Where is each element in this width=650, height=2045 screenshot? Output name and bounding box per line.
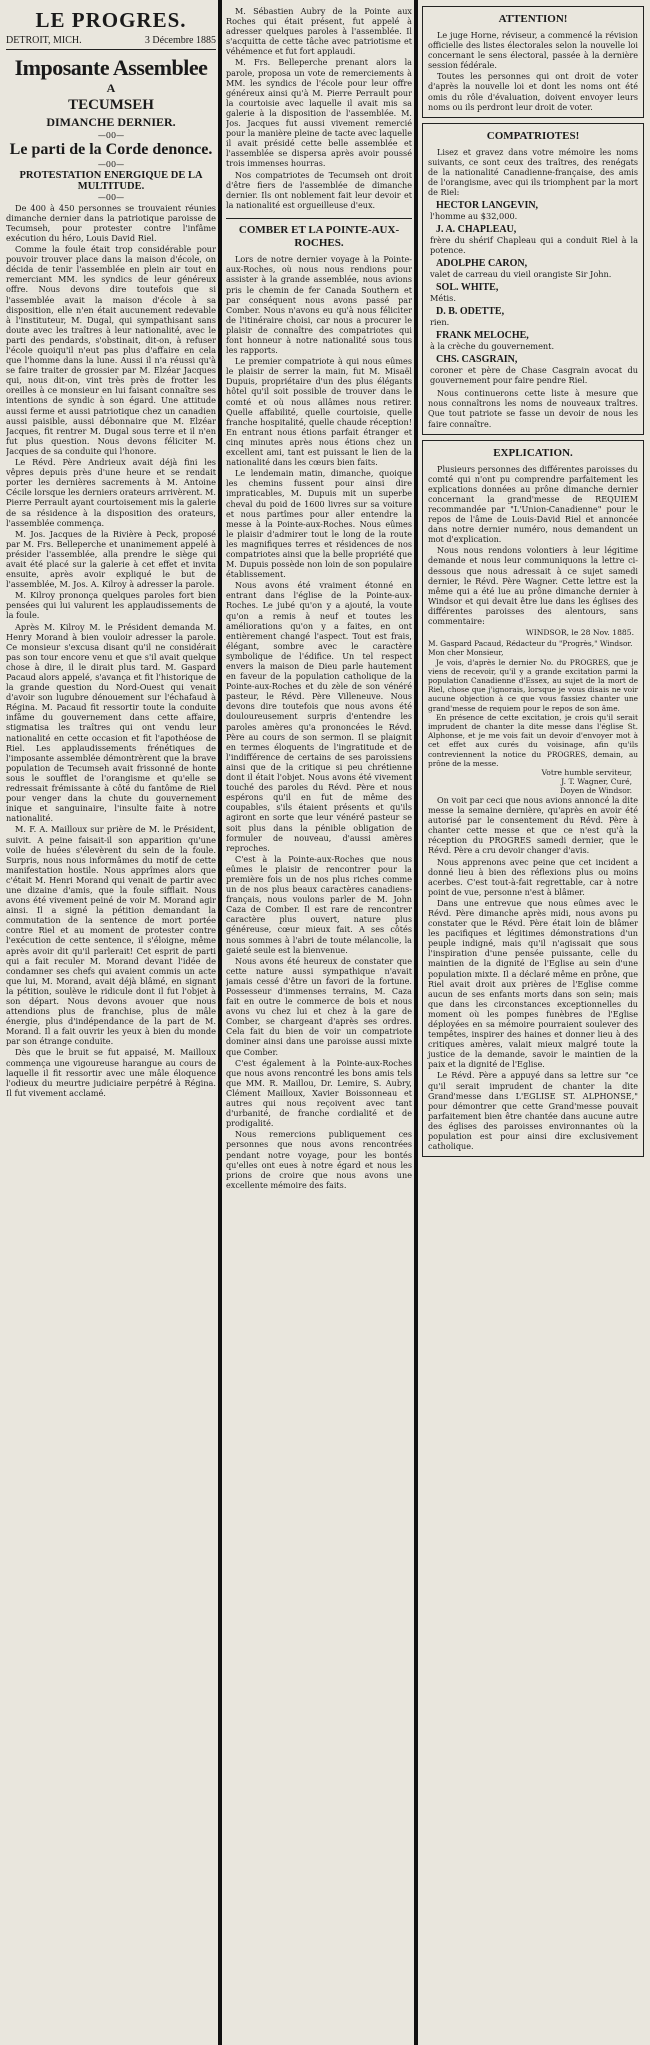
paragraph: Nous apprenons avec peine que cet incident a donné lieu à bien des réflexions plus ou moins acerbes. C'est tout-à-fait regrettable, car à notre point de vue, personne n'est à blâmer.	[428, 856, 638, 897]
article-headline: Imposante Assemblee	[14, 55, 208, 80]
paragraph: Nous nous rendons volontiers à leur légitime demande et nous leur communiquons la lettre ci-dessous que nous adressait à ce sujet samedi dernier, le Révd. Père Wagner. Cette lettre est la même qui a été lue au prône dimanche dernier à Windsor et qui devait être lue dans les églises des différentes paroisses des alentours, sans commentaire:	[428, 545, 638, 626]
paragraph: C'est à la Pointe-aux-Roches que nous eûmes le plaisir de rencontrer pour la première fois un de nos plus riches comme un de nos plus beaux caractères canadiens-français, nous voulons parler de M. John Caza de Comber. Il est rare de rencontrer caractère plus ouvert, nature plus généreuse, cœur mieux fait. A ses côtés nous sommes à l'abri de toute mélancolie, la gaieté seule est la bienvenue.	[226, 853, 412, 955]
paragraph: Toutes les personnes qui ont droit de voter d'après la nouvelle loi et dont les noms ont été omis du rôle d'évaluation, doivent envoyer leurs noms ou ils perdront leur droit de voter.	[428, 71, 638, 112]
traitor-name: FRANK MELOCHE,	[436, 330, 529, 342]
box-title: EXPLICATION.	[493, 446, 573, 459]
letter-signature-title: Doyen de Windsor.	[559, 785, 632, 795]
column-rule	[218, 0, 222, 2045]
headline-protest: PROTESTATION ENERGIQUE DE LA MULTITUDE.	[19, 169, 203, 192]
section-title: COMBER ET LA POINTE-AUX-ROCHES.	[226, 218, 412, 250]
column-2	[226, 6, 412, 2039]
dateline	[6, 35, 216, 50]
paragraph: Dès que le bruit se fut appaisé, M. Mailloux commença une vigoureuse harangue au cours de laquelle il fit ressortir avec une mâle éloquence l'odieux du meurtre judiciaire perpétré à Régina. Il fut vivement acclamé.	[6, 1047, 216, 1098]
paragraph: Nous remercions publiquement ces personnes que nous avons rencontrées pendant notre voyage, pour les bontés qu'elles ont eues à notre égard et nous les prions de croire que nous avons une excellente mémoire des faits.	[226, 1129, 412, 1190]
paragraph: Le Révd. Père a appuyé dans sa lettre sur "ce qu'il serait imprudent de chanter la dite Grand'messe dans L'EGLISE ST. ALPHONSE," pour démontrer que cette Grand'messe pouvait parfaitement bien être chantée dans aucune autre des églises des paroisses environnantes où la population est pour ainsi dire exclusivement catholique.	[428, 1070, 638, 1152]
traitor-note: frère du shérif Chapleau qui a conduit Riel à la potence.	[430, 235, 638, 256]
paragraph: M. F. A. Mailloux sur prière de M. le Président, suivit. A peine faisait-il son apparition qu'une voile de huées s'élevèrent du sein de la foule. Surpris, nous nous informâmes du motif de cette manifestation hostile. Nous apprîmes alors que c'était M. Henri Morand qui venait de partir avec une dizaine d'amis, que la foule sifflait. Nous avons été vivement peiné de voir M. Morand agir ainsi. Il a signé la pétition demandant la commutation de la sentence de mort portée contre Riel et au moment de protester contre l'exécution de cette sentence, il s'éloigne, même après avoir dit qu'il parlerait! Cet esprit de parti qui a fait reculer M. Morand devant l'idée de condamner ses chefs qui avaient commis un acte que lui, M. Morand, avait déjà blâmé, en signant la pétition, soulève le ridicule dont il fut l'objet à son départ. Nous devons avouer que nous attendions plus de franchise, plus de mâle énergie, plus d'indépendance de la part de M. Morand. Il a fait ouvrir les yeux à bien du monde par son étrange conduite.	[6, 824, 216, 1047]
traitor-name: J. A. CHAPLEAU,	[436, 224, 517, 236]
column-rule	[414, 0, 418, 2045]
paragraph: Le lendemain matin, dimanche, quoique les chemins fussent pour ainsi dire impraticables, M. Dupuis mit un superbe cheval du poid de 1600 livres sur sa voiture et nous partîmes pour aller entendre la messe à la Pointe-aux-Roches. Nous eûmes le plaisir d'admirer tout le long de la route les magnifiques terres et résidences de nos compatriotes ainsi que la belle propriété que M. Dupuis possède non loin de son populaire établissement.	[226, 468, 412, 580]
separator: —00—	[97, 192, 125, 202]
paragraph: Dans une entrevue que nous eûmes avec le Révd. Père dimanche après midi, nous avons pu constater que le Révd. Père était loin de blâmer les pacifiques et légitimes démonstrations d'un peuple indigné, mais qu'il n'agissait que sous l'inspiration d'une pensée puissante, celle du maintien de la dignité de l'Eglise au sein d'une population mixte. Il a déclaré même en prône, que Riel avait droit aux prières de l'Eglise comme aucun de ses enfants morts dans son sein; mais que dans les circonstances exceptionnelles du moment où les pompes funèbres de l'Eglise déployées en sa mémoire pourraient soulever des tempêtes, inspirer des haines et donner lieu à des critiques amères, valait mieux malgré toute la justice de la demande, savoir le maintien de la paix et la dignité de l'Eglise.	[428, 897, 638, 1070]
traitor-name: ADOLPHE CARON,	[436, 258, 528, 270]
separator: —00—	[97, 159, 125, 169]
paragraph: Le Révd. Père Andrieux avait déjà fini les vêpres depuis près d'une heure et se rendait porter les dernières sacrements à M. Antoine Cécile lorsque les derniers orateurs arrivèrent. M. Pierre Perrault ayant courtoisement mis la galerie de sa résidence à la disposition des orateurs, l'assemblée commença.	[6, 457, 216, 528]
letter-recipient: M. Gaspard Pacaud, Rédacteur du "Progrès," Windsor.	[428, 639, 633, 649]
headline-a: A	[106, 81, 116, 96]
separator: —00—	[97, 131, 125, 141]
headline-place: TECUMSEH	[68, 97, 154, 114]
letter-location: WINDSOR, le 28 Nov. 1885.	[525, 628, 634, 638]
traitor-name: CHS. CASGRAIN,	[436, 354, 518, 366]
traitor-note: Métis.	[430, 293, 456, 304]
dateline-place: DETROIT, MICH.	[6, 35, 82, 46]
paragraph: Nous continuerons cette liste à mesure que nous connaîtrons les noms de nouveaux traîtres. Que tout patriote se fasse un devoir de nous les faire connaître.	[428, 388, 638, 429]
letter-salutation: Mon cher Monsieur,	[428, 648, 504, 658]
attention-box	[422, 6, 644, 118]
paragraph: Nous avons été heureux de constater que cette nature aussi sympathique n'avait jamais cessé d'être un favori de la fortune. Possesseur d'immenses terrains, M. Caza fait en outre le commerce de bois et nous avons vu chez lui et chez à la gare de Comber, se chargeant d'après ses ordres. Cela fait du bien de voir un compatriote dominer ainsi dans une paroisse aussi mixte que Comber.	[226, 955, 412, 1057]
paragraph: Nous avons été vraiment étonné en entrant dans l'église de la Pointe-aux-Roches. Le jubé qu'on y a ajouté, la voute qu'on a remis à neuf et toutes les améliorations qu'on y a faites, en ont entièrement changé l'aspect. Tout est frais, élégant, sombre avec le caractère symbolique de l'édifice. Un tel respect envers la maison de Dieu parle hautement en faveur de la population catholique de la Pointe-aux-Roches et du zèle de son vénéré pasteur, le Révd. Père Villeneuve. Nous devons dire toutefois que nous avons été douloureusement surpris d'entendre les paroles amères qu'a prononcées le Révd. Père au cours de son sermon. Il se plaignit en termes éloquents de l'ingratitude et de l'indifférence de certains de ses paroissiens ainsi que de la critique si peu chrétienne dont il était l'objet. Nous avons été vivement touché des paroles du Révd. Père et nous espérons qu'il en fut de même des coupables, s'ils étaient présents et qu'ils agiront en sorte que leur vénéré pasteur se soit plus dans la pénible obligation de formuler de nouveau, d'aussi amères reproches.	[226, 580, 412, 853]
traitor-note: valet de carreau du vieil orangiste Sir John.	[430, 269, 612, 280]
compatriotes-box	[422, 123, 644, 435]
paragraph: Le premier compatriote à qui nous eûmes le plaisir de serrer la main, fut M. Misaël Dupuis, propriétaire d'un des plus élégants hôtel qu'il soit possible de trouver dans le comté et où nous allâmes nous retirer. Quelle affabilité, quelle courtoisie, quelle franche hospitalité, quelle chaude réception! En entrant nous étions parfait étranger et cinq minutes après nous étions chez un excellent ami, tant est puissant le lien de la nationalité dans les cœurs bien faits.	[226, 356, 412, 468]
paragraph: Comme la foule était trop considérable pour pouvoir trouver place dans la maison d'école, on décida de tenir l'assemblée en plein air tout en remerciant MM. les syndics de leur généreux offre. Nous devons dire toutefois que si l'assemblée avait la maison d'école à sa disposition, elle n'en était aucunement redevable à l'instituteur, M. Dugal, qui sympathisant sans doute avec les traîtres à leur nationalité, avec le parti des pendards, s'obstinait, dit-on, à refuser l'école quoiqu'il n'eut pas plus d'affaire en cela que l'homme dans la lune. Aussi il n'a réussi qu'à se faire traiter de grossier par M. Elzéar Jacques qui, nous dit-on, vint très près de frotter les oreilles à ce monsieur en lui faisant connaître ses intentions de syndic à son égard. Une attitude aussi ferme et aussi patriotique chez un canadien aussi paisible, aussi débonnaire que M. Elzéar Jacques, fit rentrer M. Dugal sous terre et il n'en fut plus question. Nous devons féliciter M. Jacques de sa conduite qui l'honore.	[6, 244, 216, 456]
explication-box	[422, 440, 644, 1158]
traitor-note: rien.	[430, 317, 450, 328]
letter-paragraph: Je vois, d'après le dernier No. du PROGRES, que je viens de recevoir, qu'il y a grande excitation parmi la population Canadienne d'Essex, au sujet de la mort de Riel, chose que j'ignorais, lorsque je vous disais ne voir aucune objection à ce que vous fassiez chanter une grand'messe de requiem pour le repos de son âme.	[428, 657, 638, 713]
column-1	[6, 6, 216, 2039]
paragraph: C'est également à la Pointe-aux-Roches que nous avons rencontré les bons amis tels que MM. R. Maillou, Dr. Lemire, S. Aubry, Clément Mailloux, Xavier Boissonneau et autres qui nous reçoivent avec tant d'urbanité, de franche cordialité et de prodigalité.	[226, 1057, 412, 1129]
masthead-title: LE PROGRES.	[35, 8, 187, 32]
paragraph: On voit par ceci que nous avions annoncé la dite messe la semaine dernière, qu'après en avoir été autorisé par le consentement du Révd. Père à chanter cette messe et que ce n'est qu'à la réception du PROGRES samedi dernier, que le Révd. Père a cru devoir changer d'avis.	[428, 794, 638, 856]
paragraph: Lisez et gravez dans votre mémoire les noms suivants, ce sont ceux des traîtres, des renégats de la nationalité Canadienne-française, des amis de l'orangisme, avec qui ils triomphent par la mort de Riel:	[428, 146, 638, 198]
traitor-note: coroner et père de Chase Casgrain avocat du gouvernement pour faire pendre Riel.	[430, 365, 638, 386]
paragraph: M. Kilroy prononça quelques paroles fort bien pensées qui lui valurent les applaudissements de la foule.	[6, 590, 216, 621]
paragraph: M. Sébastien Aubry de la Pointe aux Roches qui était présent, fut appelé à adresser quelques paroles à l'assemblée. Il s'acquitta de cette tâche avec patriotisme et véhémence et fut fort applaudi.	[226, 6, 412, 57]
traitor-note: l'homme au $32,000.	[430, 211, 518, 222]
paragraph: M. Jos. Jacques de la Rivière à Peck, proposé par M. Frs. Belleperche et unanimement appelé à présider l'assemblée, alla prendre le siège qui avait été placé sur la galerie à cet effet et invita ensuite, après avoir expliqué le but de l'assemblée, M. Jos. A. Kilroy à adresser la parole.	[6, 528, 216, 590]
paragraph: Lors de notre dernier voyage à la Pointe-aux-Roches, où nous nous rendions pour assister à la grande assemblée, nous avions pris le chemin de fer Canada Southern et par conséquent nous avons passé par Comber. Nous n'avons eu qu'à nous féliciter de l'itinéraire choisi, car nous a procurer le plaisir de connaître des compatriotes qui font honneur à notre nationalité sous tous les rapports.	[226, 254, 412, 356]
letter-close: Votre humble serviteur,	[541, 767, 632, 777]
column-3	[422, 6, 644, 2039]
traitor-name: SOL. WHITE,	[436, 282, 499, 294]
paragraph: M. Frs. Belleperche prenant alors la parole, proposa un vote de remerciements à MM. les syndics de l'école pour leur offre généreux ainsi qu'à M. Pierre Perrault pour la courtoisie avec laquelle il avait mis sa galerie à la disposition de l'assemblée. M. Jos. Jacques fut aussi vivement remercié pour la manière pleine de tacte avec laquelle il avait présidé cette belle assemblée et l'assemblée se dispersa après avoir poussé trois immenses hourras.	[226, 57, 412, 169]
box-title: ATTENTION!	[498, 13, 568, 25]
traitor-name: D. B. ODETTE,	[436, 306, 505, 318]
paragraph: Nos compatriotes de Tecumseh ont droit d'être fiers de l'assemblée de dimanche dernier. Ils ont noblement fait leur devoir et la nationalité est orgueilleuse d'eux.	[226, 169, 412, 210]
letter-paragraph: En présence de cette excitation, je crois qu'il serait imprudent de chanter la dite messe dans l'église St. Alphonse, et je me vois fait un devoir d'envoyer mot à cet effet aux curés du voisinage, afin qu'ils contreviennent la notice du PROGRES, demain, au prône de la messe.	[428, 712, 638, 768]
paragraph: Après M. Kilroy M. le Président demanda M. Henry Morand à bien vouloir adresser la parole. Ce monsieur s'excusa disant qu'il ne considérait pas son tour encore venu et que s'il avait quelque chose à dire, il le dirait plus tard. M. Gaspard Pacaud alors appelé, s'avança et fit l'historique de la grande question du Nord-Ouest qui venait d'avoir son lugubre dénouement sur l'échafaud à Régina. M. Pacaud fit ressortir toute la conduite infâme du gouvernement dans cette affaire, stigmatisa les traîtres qui ont vendu leur nationalité en cette occasion et fit l'apothéose de Riel. Les applaudissements frénétiques de l'imposante assemblée démontrèrent que la brave population de Tecumseh avait frissonné de honte sous le soufflet de l'orangisme et qu'elle se redressait frémissante à côté du fantôme de Riel pour venger dans la chute du gouvernement inique et sanguinaire, l'insulte faite à notre nationalité.	[6, 621, 216, 824]
traitor-name: HECTOR LANGEVIN,	[436, 200, 539, 212]
paragraph: Le juge Horne, réviseur, a commencé la révision officielle des listes électorales selon la nouvelle loi concernant le sens électoral, passée à la dernière session fédérale.	[428, 30, 638, 71]
paragraph: De 400 à 450 personnes se trouvaient réunies dimanche dernier dans la patriotique paroisse de Tecumseh, pour protester contre l'infâme exécution du héro, Louis David Riel.	[6, 202, 216, 243]
paragraph: Plusieurs personnes des différentes paroisses du comté qui n'ont pu comprendre parfaitement les explications données au prône dimanche dernier concernant la grand'messe de REQUIEM recommandée par "L'Union-Canadienne" pour le repos de l'âme de Louis-David Riel et annoncée dans notre dernier numéro, nous demandent un mot d'explication.	[428, 463, 638, 545]
traitor-note: à la crèche du gouvernement.	[430, 341, 555, 352]
headline-day: DIMANCHE DERNIER.	[46, 115, 176, 130]
letter-signature: J. T. Wagner, Curé,	[561, 776, 632, 786]
box-title: COMPATRIOTES!	[486, 129, 580, 142]
headline-sub: Le parti de la Corde denonce.	[9, 141, 213, 159]
dateline-date: 3 Décembre 1885	[144, 35, 216, 46]
